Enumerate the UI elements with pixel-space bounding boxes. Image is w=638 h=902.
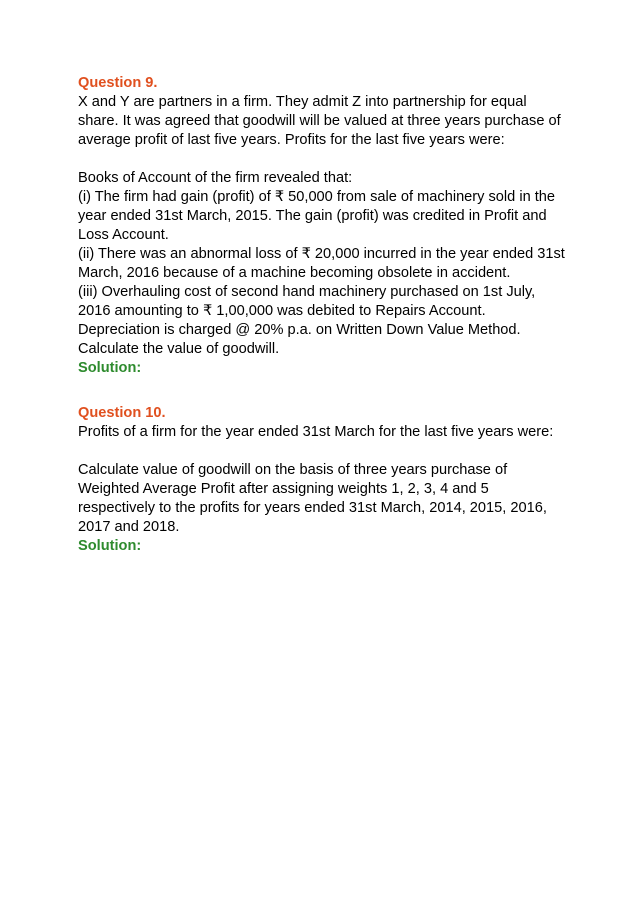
question-9-intro-line: average profit of last five years. Profits for the last five years were: — [78, 132, 505, 148]
question-10-intro-line: Profits of a firm for the year ended 31st March for the last five years were: — [78, 424, 554, 440]
question-10-detail-line: Calculate value of goodwill on the basis of three years purchase of — [78, 462, 508, 478]
question-9-detail-line: Calculate the value of goodwill. — [78, 341, 280, 357]
spacer — [78, 442, 578, 461]
question-10-detail-line: Weighted Average Profit after assigning weights 1, 2, 3, 4 and 5 — [78, 481, 489, 497]
question-9-detail-line: Loss Account. — [78, 227, 169, 243]
question-10-solution-label: Solution: — [78, 538, 142, 554]
spacer — [78, 150, 578, 169]
question-10-detail-line: respectively to the profits for years ended 31st March, 2014, 2015, 2016, — [78, 500, 547, 516]
question-9-detail-line: year ended 31st March, 2015. The gain (profit) was credited in Profit and — [78, 208, 547, 224]
question-9-block — [78, 74, 578, 378]
question-9-detail-line: Books of Account of the firm revealed that: — [78, 170, 353, 186]
question-9-detail-line: (iii) Overhauling cost of second hand machinery purchased on 1st July, — [78, 284, 536, 300]
question-9-detail-line: Depreciation is charged @ 20% p.a. on Written Down Value Method. — [78, 322, 521, 338]
question-9-intro-line: X and Y are partners in a firm. They admit Z into partnership for equal — [78, 94, 527, 110]
question-10-block — [78, 404, 578, 556]
question-9-intro-line: share. It was agreed that goodwill will be valued at three years purchase of — [78, 113, 561, 129]
question-9-solution-label: Solution: — [78, 360, 142, 376]
question-9-heading: Question 9. — [78, 75, 158, 91]
question-9-detail-line: (ii) There was an abnormal loss of ₹ 20,000 incurred in the year ended 31st — [78, 246, 565, 262]
question-9-detail-line: March, 2016 because of a machine becoming obsolete in accident. — [78, 265, 511, 281]
question-9-detail-line: 2016 amounting to ₹ 1,00,000 was debited to Repairs Account. — [78, 303, 486, 319]
question-10-detail-line: 2017 and 2018. — [78, 519, 180, 535]
question-9-detail-line: (i) The firm had gain (profit) of ₹ 50,000 from sale of machinery sold in the — [78, 189, 556, 205]
question-10-heading: Question 10. — [78, 405, 166, 421]
